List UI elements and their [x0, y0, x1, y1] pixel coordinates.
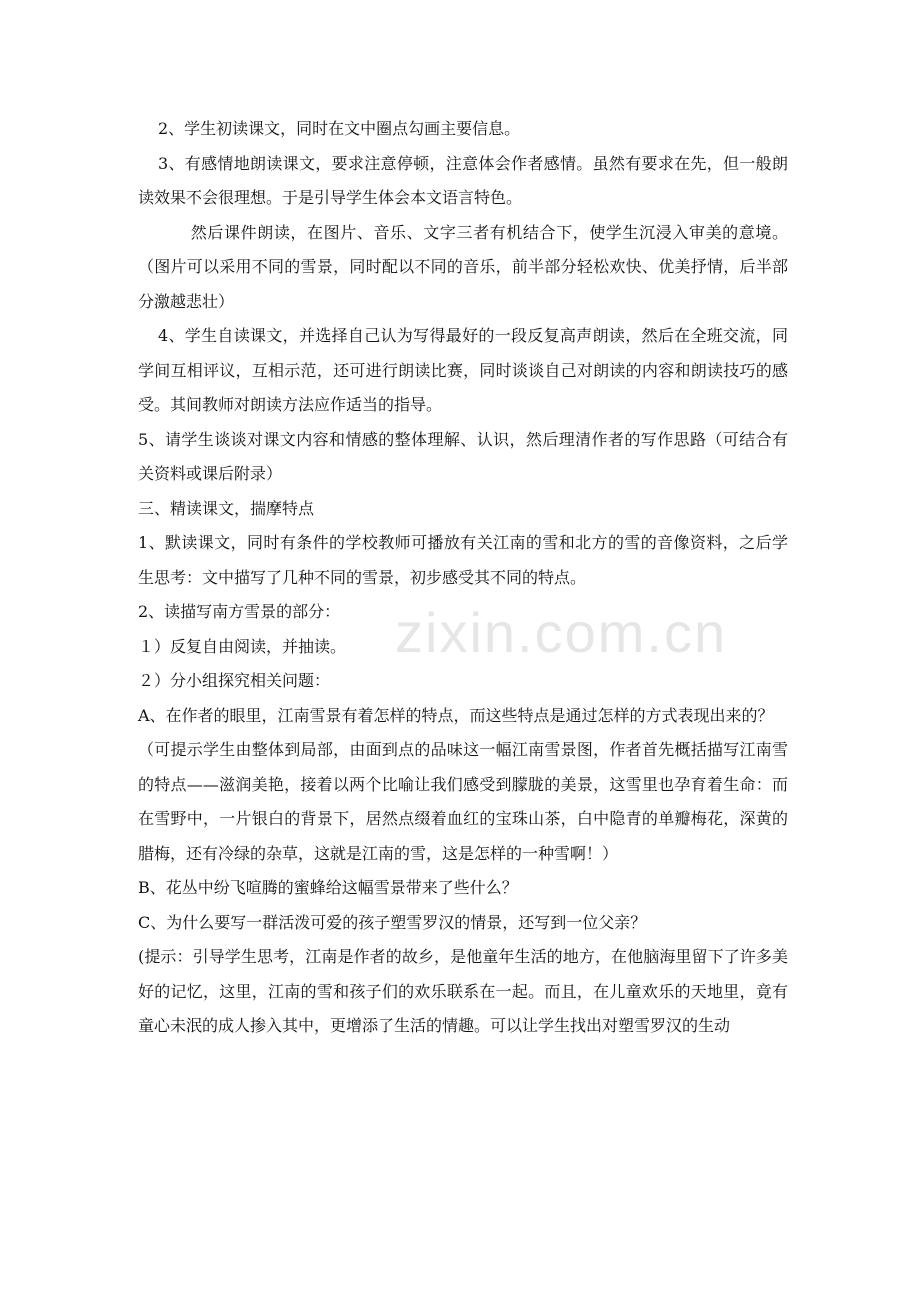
document-body — [138, 112, 788, 1044]
paragraph-2: 3、有感情地朗读课文，要求注意停顿，注意体会作者感情。虽然有要求在先，但一般朗读效果不会很理想。于是引导学生体会本文语言特色。 — [138, 153, 788, 207]
section-heading: 三、精读课文，揣摩特点 — [138, 498, 315, 518]
paragraph-11: （可提示学生由整体到局部，由面到点的品味这一幅江南雪景图，作者首先概括描写江南雪的特点——滋润美艳，接着以两个比喻让我们感受到朦胧的美景，这雪里也孕育着生命：而在雪野中，一片银白的背景下，居然点缀着血红的宝珠山茶，白中隐青的单瓣梅花，深黄的腊梅，还有冷绿的杂草，这就是江南的雪，这是怎样的一种雪啊！） — [138, 740, 788, 863]
paragraph-1: 2、学生初读课文，同时在文中圈点勾画主要信息。 — [158, 119, 521, 138]
paragraph-8: １）反复自由阅读，并抽读。 — [138, 636, 347, 656]
paragraph-6: 1、默读课文，同时有条件的学校教师可播放有关江南的雪和北方的雪的音像资料，之后学生思考：文中描写了几种不同的雪景，初步感受其不同的特点。 — [138, 533, 788, 587]
paragraph-4: 4、学生自读课文，并选择自己认为写得最好的一段反复高声朗读，然后在全班交流，同学间互相评议，互相示范，还可进行朗读比赛，同时谈谈自己对朗读的内容和朗读技巧的感受。其间教师对朗读方法应作适当的指导。 — [138, 326, 788, 414]
paragraph-12: B、花丛中纷飞喧腾的蜜蜂给这幅雪景带来了些什么？ — [138, 878, 518, 897]
paragraph-3: 然后课件朗读，在图片、音乐、文字三者有机结合下，使学生沉浸入审美的意境。（图片可以采用不同的雪景，同时配以不同的音乐，前半部分轻松欢快、优美抒情，后半部分激越悲壮） — [138, 222, 788, 311]
watermark: zixin.com.cn — [395, 601, 728, 664]
paragraph-9: ２）分小组探究相关问题： — [138, 671, 331, 690]
paragraph-13: C、为什么要写一群活泼可爱的孩子塑雪罗汉的情景，还写到一位父亲？ — [138, 912, 647, 932]
paragraph-14: (提示：引导学生思考，江南是作者的故乡，是他童年生活的地方，在他脑海里留下了许多美好的记忆，这里，江南的雪和孩子们的欢乐联系在一起。而且，在儿童欢乐的天地里，竟有童心未泯的成人掺入其中，更增添了生活的情趣。可以让学生找出对塑雪罗汉的生动 — [138, 947, 788, 1035]
paragraph-7: 2、读描写南方雪景的部分： — [138, 602, 341, 621]
paragraph-10: A、在作者的眼里，江南雪景有着怎样的特点，而这些特点是通过怎样的方式表现出来的？ — [138, 705, 774, 725]
paragraph-5: 5、请学生谈谈对课文内容和情感的整体理解、认识，然后理清作者的写作思路（可结合有关资料或课后附录） — [138, 429, 788, 483]
